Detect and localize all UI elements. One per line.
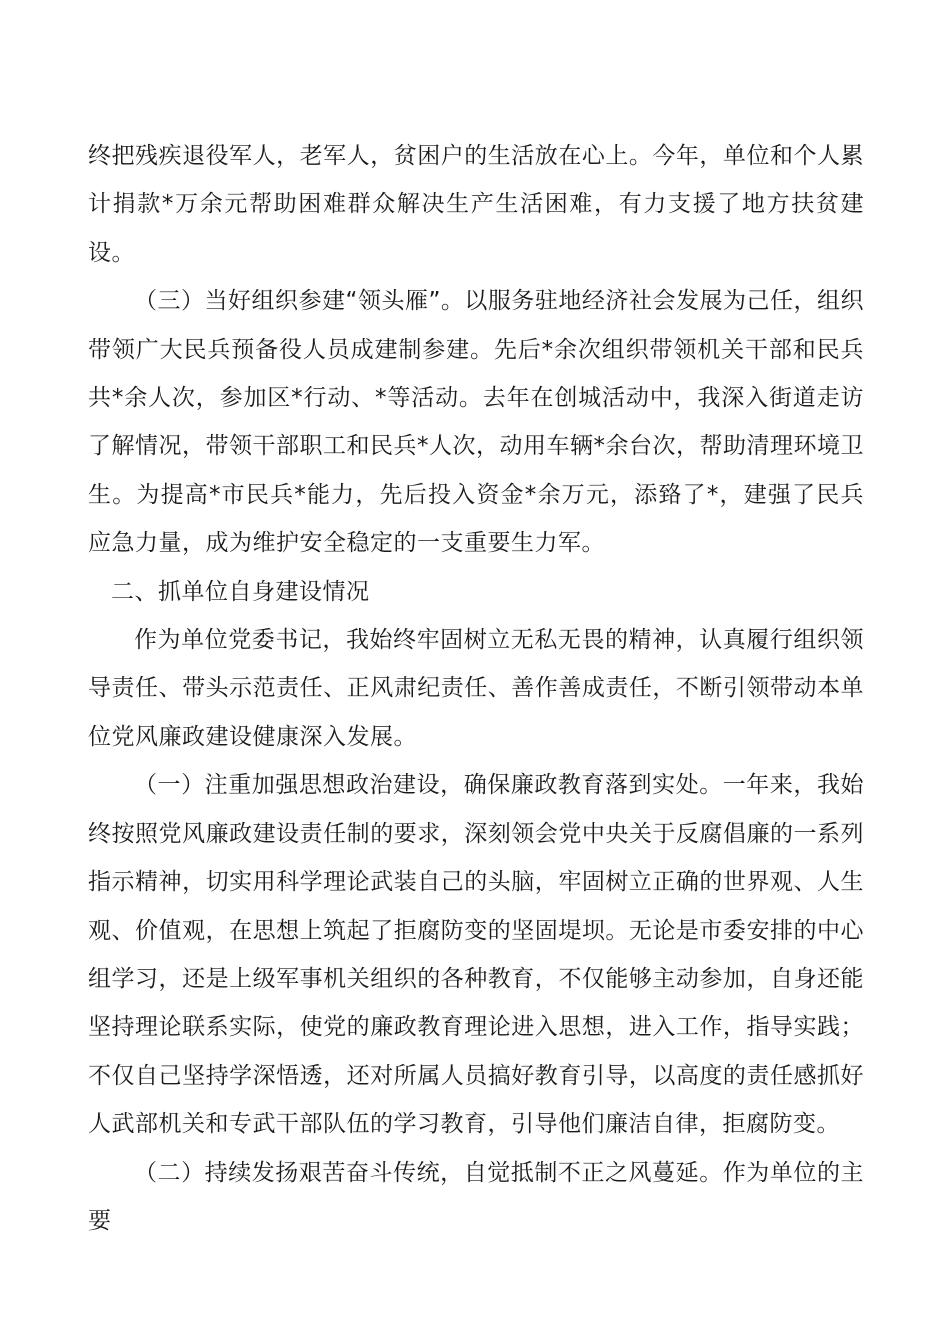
paragraph-section-three: （三）当好组织参建“领头雁”。以服务驻地经济社会发展为己任，组织带领广大民兵预备役人员成建制参建。先后*余次组织带领机关干部和民兵共*余人次，参加区*行动、*等活动。去年在创城活动中，我深入街道走访了解情况，带领干部职工和民兵*人次，动用车辆*余台次，帮助清理环境卫生。为提高*市民兵*能力，先后投入资金*余万元，添臵了*，建强了民兵应急力量，成为维护安全稳定的一支重要生力军。 [88, 288, 864, 557]
paragraph-continuation: 终把残疾退役军人，老军人，贫困户的生活放在心上。今年，单位和个人累计捐款*万余元帮助困难群众解决生产生活困难，有力支援了地方扶贫建设。 [88, 143, 864, 266]
paragraph-subsection-two: （二）持续发扬艰苦奋斗传统，自觉抵制不正之风蔓延。作为单位的主要 [88, 1159, 864, 1234]
paragraph-subsection-one: （一）注重加强思想政治建设，确保廉政教育落到实处。一年来，我始终按照党风廉政建设责任制的要求，深刻领会党中央关于反腐倡廉的一系列指示精神，切实用科学理论武装自己的头脑，牢固树立正确的世界观、人生观、价值观，在思想上筑起了拒腐防变的坚固堤坝。无论是市委安排的中心组学习，还是上级军事机关组织的各种教育，不仅能够主动参加，自身还能坚持理论联系实际，使党的廉政教育理论进入思想，进入工作，指导实践；不仅自己坚持学深悟透，还对所属人员搞好教育引导，以高度的责任感抓好人武部机关和专武干部队伍的学习教育，引导他们廉洁自律，拒腐防变。 [88, 772, 864, 1138]
document-body [88, 132, 864, 1245]
section-heading-two: 二、抓单位自身建设情况 [111, 578, 370, 605]
paragraph-intro: 作为单位党委书记，我始终牢固树立无私无畏的精神，认真履行组织领导责任、带头示范责任、正风肃纪责任、善作善成责任，不断引领带动本单位党风廉政建设健康深入发展。 [88, 627, 864, 750]
